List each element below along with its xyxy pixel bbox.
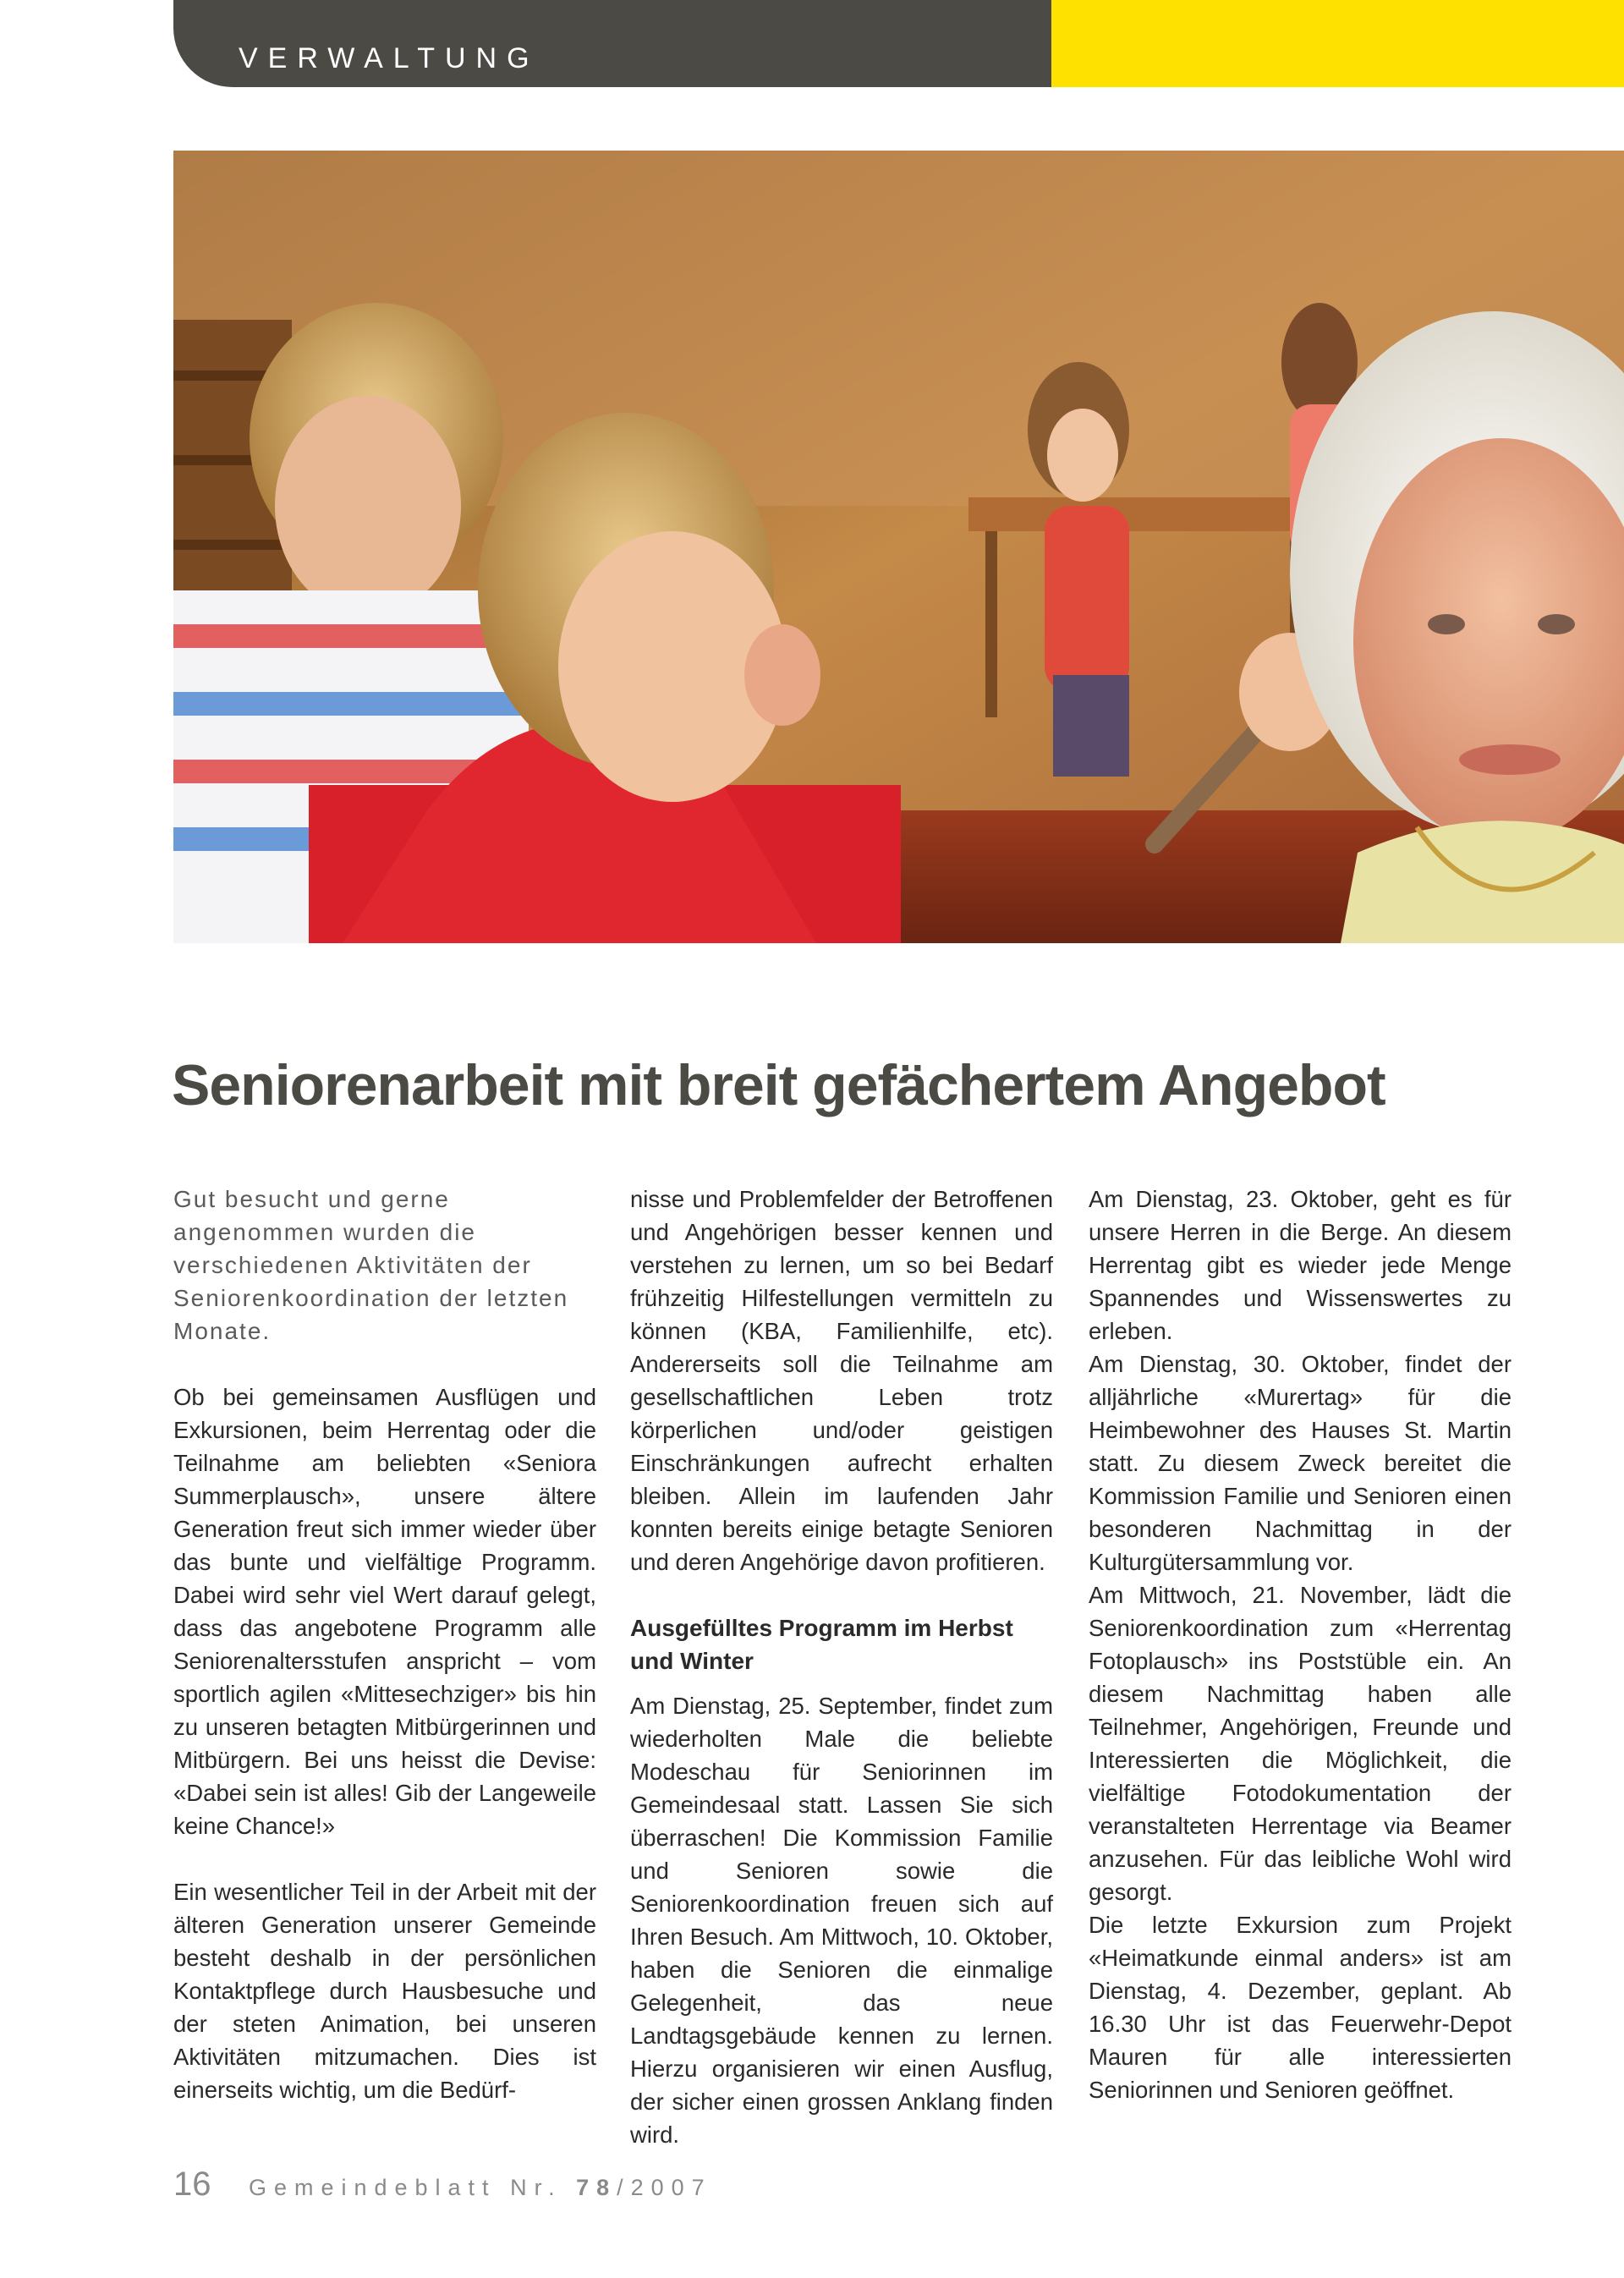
article-paragraph-6: Am Mittwoch, 21. November, lädt die Seniorenkoordination zum «Herrentag Fotoplausch» ins Poststüble ein. An diesem Nachmittag haben alle Teilnehmer, Angehörigen, Freunde und Interessierten die Möglichkeit, die vielfältige Fotodokumentation der veranstalteten Herrentage via Beamer anzusehen. Für das leibliche Wohl wird gesorgt.	[1089, 1582, 1512, 1905]
article-column-2	[630, 1183, 1053, 2151]
headline-rest: mit breit gefächertem Angebot	[562, 1053, 1385, 1117]
article-paragraph-1: Ob bei gemeinsamen Ausflügen und Exkursionen, beim Herrentag oder die Teilnahme am beliebten «Seniora Summerplausch», unsere ältere Generation freut sich immer wieder über das bunte und vielfältige Programm. Dabei wird sehr viel Wert darauf gelegt, dass das angebotene Programm alle Seniorenaltersstufen anspricht – vom sportlich agilen «Mittesechziger» bis hin zu unseren betagten Mitbürgerinnen und Mitbürgern. Bei uns heisst die Devise: «Dabei sein ist alles! Gib der Langeweile keine Chance!»	[173, 1384, 596, 1839]
issue-number: 78	[576, 2175, 617, 2200]
page-footer	[173, 2165, 712, 2204]
article-column-1	[173, 1183, 596, 2106]
article-photo	[173, 151, 1624, 943]
article-headline	[172, 1052, 1385, 1118]
article-paragraph-5: Am Dienstag, 30. Oktober, findet der alljährliche «Murertag» für die Heimbewohner des Hauses St. Martin statt. Zu diesem Zweck bereitet die Kommission Familie und Senioren einen besonderen Nachmittag in der Kulturgütersammlung vor.	[1089, 1351, 1512, 1575]
section-label: VERWALTUNG	[239, 42, 540, 74]
issue-year: /2007	[617, 2175, 712, 2200]
issue-prefix: Nr.	[496, 2175, 577, 2200]
article-paragraph-3: Am Dienstag, 25. September, findet zum wiederholten Male die beliebte Modeschau für Seniorinnen im Gemeindesaal statt. Lassen Sie sich überraschen! Die Kommission Familie und Senioren sowie die Seniorenkoordination freuen sich auf Ihren Besuch. Am Mittwoch, 10. Oktober, haben die Senioren die einmalige Gelegenheit, das neue Landtagsgebäude kennen zu lernen. Hierzu organisieren wir einen Ausflug, der sicher einen grossen Anklang finden wird.	[630, 1693, 1053, 2148]
article-paragraph-2-continued: nisse und Problemfelder der Betroffenen und Angehörigen besser kennen und verstehen zu lernen, um so bei Bedarf frühzeitig Hilfestellungen vermitteln zu können (KBA, Familienhilfe, etc). Andererseits soll die Teilnahme am gesellschaftlichen Leben trotz körperlichen und/oder geistigen Einschränkungen aufrecht erhalten bleiben. Allein im laufenden Jahr konnten bereits einige betagte Senioren und deren Angehörige davon profitieren.	[630, 1186, 1053, 1575]
publication-title: Gemeindeblatt	[248, 2175, 497, 2200]
page-number: 16	[173, 2165, 211, 2203]
publication-name	[249, 2175, 712, 2200]
article-paragraph-2: Ein wesentlicher Teil in der Arbeit mit der älteren Generation unserer Gemeinde besteht deshalb in der persönlichen Kontaktpflege durch Hausbesuche und der steten Animation, bei unseren Aktivitäten mitzumachen. Dies ist einerseits wichtig, um die Bedürf-	[173, 1879, 596, 2103]
article-column-3	[1089, 1183, 1512, 2106]
photo-children-painting-senior-face-icon	[173, 151, 1624, 943]
article-lead: Gut besucht und gerne angenommen wurden die verschiedenen Aktivitäten der Seniorenkoordination der letzten Monate.	[173, 1186, 569, 1344]
article-paragraph-7: Die letzte Exkursion zum Projekt «Heimatkunde einmal anders» ist am Dienstag, 4. Dezember, geplant. Ab 16.30 Uhr ist das Feuerwehr-Depot Mauren für alle interessierten Seniorinnen und Senioren geöffnet.	[1089, 1912, 1512, 2103]
section-header-bar	[173, 0, 1051, 87]
article-subheading: Ausgefülltes Programm im Herbst und Winter	[630, 1615, 1013, 1674]
header-accent-block	[1051, 0, 1624, 87]
article-paragraph-4: Am Dienstag, 23. Oktober, geht es für unsere Herren in die Berge. An diesem Herrentag gibt es wieder jede Menge Spannendes und Wissenswertes zu erleben.	[1089, 1186, 1512, 1344]
headline-bold: Seniorenarbeit	[172, 1053, 563, 1117]
